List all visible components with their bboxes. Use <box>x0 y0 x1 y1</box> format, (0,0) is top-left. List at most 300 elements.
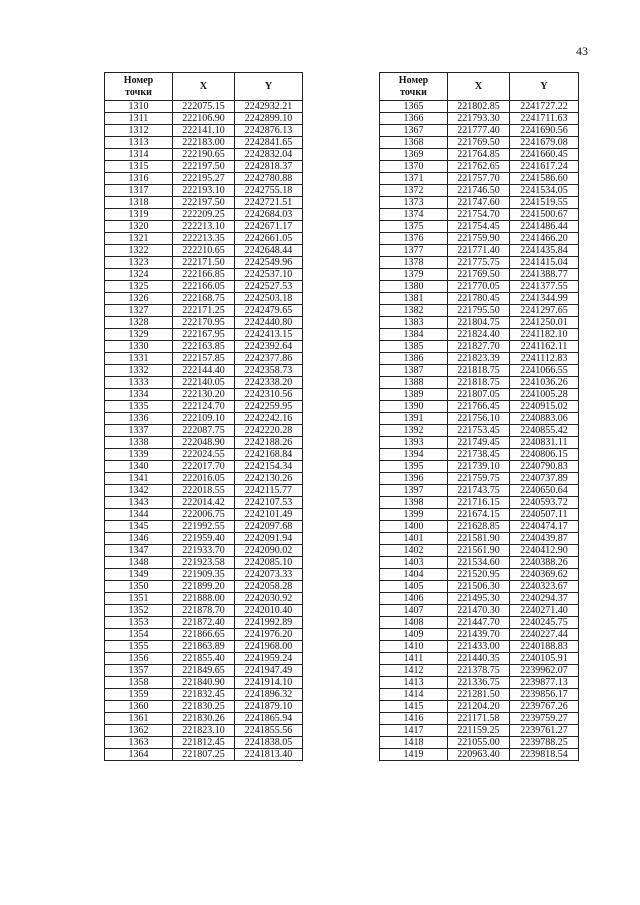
x-cell: 221628.85 <box>448 521 510 533</box>
table-row <box>105 437 303 449</box>
x-cell: 221795.50 <box>448 305 510 317</box>
y-cell: 2241813.40 <box>235 749 303 761</box>
x-cell: 221204.20 <box>448 701 510 713</box>
y-cell: 2242932.21 <box>235 101 303 113</box>
y-cell: 2240412.90 <box>510 545 579 557</box>
y-cell: 2241711.63 <box>510 113 579 125</box>
table-row <box>105 161 303 173</box>
point-number-cell: 1390 <box>380 401 448 413</box>
x-cell: 221769.50 <box>448 269 510 281</box>
table-row <box>380 521 579 533</box>
x-cell: 222163.85 <box>173 341 235 353</box>
y-cell: 2241466.20 <box>510 233 579 245</box>
y-cell: 2242058.28 <box>235 581 303 593</box>
table-row <box>105 737 303 749</box>
point-number-cell: 1320 <box>105 221 173 233</box>
point-number-cell: 1326 <box>105 293 173 305</box>
point-number-cell: 1329 <box>105 329 173 341</box>
table-row <box>380 485 579 497</box>
table-row <box>380 641 579 653</box>
y-cell: 2241586.60 <box>510 173 579 185</box>
point-number-cell: 1411 <box>380 653 448 665</box>
x-cell: 221470.30 <box>448 605 510 617</box>
table-row <box>380 701 579 713</box>
table-row <box>380 677 579 689</box>
y-cell: 2239761.27 <box>510 725 579 737</box>
x-cell: 222197.50 <box>173 161 235 173</box>
y-cell: 2241976.20 <box>235 629 303 641</box>
x-cell: 221840.90 <box>173 677 235 689</box>
x-cell: 221746.50 <box>448 185 510 197</box>
point-number-cell: 1330 <box>105 341 173 353</box>
x-cell: 222213.10 <box>173 221 235 233</box>
point-number-cell: 1393 <box>380 437 448 449</box>
table-row <box>105 569 303 581</box>
table-row <box>105 401 303 413</box>
point-number-cell: 1352 <box>105 605 173 617</box>
point-number-cell: 1310 <box>105 101 173 113</box>
x-cell: 222171.25 <box>173 305 235 317</box>
table-row <box>380 749 579 761</box>
point-number-cell: 1367 <box>380 125 448 137</box>
x-cell: 222024.55 <box>173 449 235 461</box>
point-number-cell: 1404 <box>380 569 448 581</box>
table-row <box>380 533 579 545</box>
point-number-cell: 1382 <box>380 305 448 317</box>
point-number-cell: 1394 <box>380 449 448 461</box>
point-number-cell: 1319 <box>105 209 173 221</box>
x-cell: 222170.95 <box>173 317 235 329</box>
table-row <box>380 245 579 257</box>
x-cell: 222209.25 <box>173 209 235 221</box>
point-number-cell: 1383 <box>380 317 448 329</box>
table-row <box>105 653 303 665</box>
table-row <box>380 581 579 593</box>
y-cell: 2242073.33 <box>235 569 303 581</box>
point-number-cell: 1345 <box>105 521 173 533</box>
x-cell: 221899.20 <box>173 581 235 593</box>
table-row <box>105 233 303 245</box>
point-number-cell: 1335 <box>105 401 173 413</box>
point-number-header-line2: точки <box>125 86 152 98</box>
x-cell: 222166.85 <box>173 269 235 281</box>
point-number-cell: 1372 <box>380 185 448 197</box>
table-row <box>380 461 579 473</box>
point-number-cell: 1416 <box>380 713 448 725</box>
y-cell: 2241297.65 <box>510 305 579 317</box>
table-row <box>105 461 303 473</box>
table-row <box>105 281 303 293</box>
y-cell: 2240105.91 <box>510 653 579 665</box>
x-cell: 221855.40 <box>173 653 235 665</box>
y-cell: 2239962.07 <box>510 665 579 677</box>
point-number-cell: 1407 <box>380 605 448 617</box>
point-number-cell: 1384 <box>380 329 448 341</box>
table-row <box>105 389 303 401</box>
point-number-cell: 1313 <box>105 137 173 149</box>
point-number-cell: 1340 <box>105 461 173 473</box>
y-cell: 2241377.55 <box>510 281 579 293</box>
y-cell: 2241992.89 <box>235 617 303 629</box>
y-cell: 2242755.18 <box>235 185 303 197</box>
table-row <box>380 269 579 281</box>
table-row <box>105 665 303 677</box>
table-row <box>105 353 303 365</box>
point-number-cell: 1366 <box>380 113 448 125</box>
x-cell: 221777.40 <box>448 125 510 137</box>
point-number-header-line1: Номер <box>398 74 429 86</box>
point-number-cell: 1327 <box>105 305 173 317</box>
table-row <box>105 377 303 389</box>
table-row <box>105 149 303 161</box>
x-cell: 221866.65 <box>173 629 235 641</box>
x-cell: 221992.55 <box>173 521 235 533</box>
table-row <box>105 629 303 641</box>
x-cell: 221439.70 <box>448 629 510 641</box>
point-number-cell: 1346 <box>105 533 173 545</box>
point-number-cell: 1400 <box>380 521 448 533</box>
y-cell: 2242780.88 <box>235 173 303 185</box>
y-cell: 2240593.72 <box>510 497 579 509</box>
table-row <box>105 365 303 377</box>
y-header: Y <box>235 73 303 101</box>
point-number-cell: 1381 <box>380 293 448 305</box>
y-cell: 2242377.86 <box>235 353 303 365</box>
y-cell: 2242721.51 <box>235 197 303 209</box>
x-cell: 221780.45 <box>448 293 510 305</box>
x-cell: 221824.40 <box>448 329 510 341</box>
table-row <box>380 425 579 437</box>
x-cell: 221336.75 <box>448 677 510 689</box>
y-cell: 2241005.28 <box>510 389 579 401</box>
y-cell: 2241879.10 <box>235 701 303 713</box>
page-number: 43 <box>576 44 588 58</box>
point-number-cell: 1413 <box>380 677 448 689</box>
point-number-cell: 1408 <box>380 617 448 629</box>
y-cell: 2240507.11 <box>510 509 579 521</box>
point-number-cell: 1359 <box>105 689 173 701</box>
table-row <box>380 605 579 617</box>
x-cell: 222167.95 <box>173 329 235 341</box>
table-row <box>380 725 579 737</box>
x-cell: 222195.27 <box>173 173 235 185</box>
table-body-left <box>105 101 303 761</box>
table-row <box>380 185 579 197</box>
x-cell: 221804.75 <box>448 317 510 329</box>
x-cell: 221872.40 <box>173 617 235 629</box>
table-row <box>105 713 303 725</box>
y-cell: 2242876.13 <box>235 125 303 137</box>
y-cell: 2242168.84 <box>235 449 303 461</box>
y-cell: 2242115.77 <box>235 485 303 497</box>
table-row <box>105 245 303 257</box>
point-number-cell: 1361 <box>105 713 173 725</box>
x-cell: 222141.10 <box>173 125 235 137</box>
point-number-cell: 1399 <box>380 509 448 521</box>
x-cell: 221802.85 <box>448 101 510 113</box>
point-number-cell: 1317 <box>105 185 173 197</box>
table-row <box>380 161 579 173</box>
x-cell: 222048.90 <box>173 437 235 449</box>
point-number-cell: 1331 <box>105 353 173 365</box>
point-number-cell: 1410 <box>380 641 448 653</box>
x-cell: 221171.58 <box>448 713 510 725</box>
table-row <box>380 125 579 137</box>
table-row <box>380 653 579 665</box>
point-number-cell: 1354 <box>105 629 173 641</box>
point-number-cell: 1419 <box>380 749 448 761</box>
y-cell: 2242537.10 <box>235 269 303 281</box>
table-row <box>380 209 579 221</box>
y-cell: 2242107.53 <box>235 497 303 509</box>
x-cell: 221495.30 <box>448 593 510 605</box>
y-cell: 2240388.26 <box>510 557 579 569</box>
point-number-cell: 1380 <box>380 281 448 293</box>
x-cell: 222087.75 <box>173 425 235 437</box>
point-number-cell: 1314 <box>105 149 173 161</box>
point-number-cell: 1328 <box>105 317 173 329</box>
point-number-cell: 1323 <box>105 257 173 269</box>
x-cell: 221770.05 <box>448 281 510 293</box>
table-row <box>105 329 303 341</box>
table-row <box>380 437 579 449</box>
point-number-cell: 1409 <box>380 629 448 641</box>
table-row <box>380 713 579 725</box>
table-row <box>380 221 579 233</box>
point-number-cell: 1412 <box>380 665 448 677</box>
x-cell: 221743.75 <box>448 485 510 497</box>
point-number-cell: 1353 <box>105 617 173 629</box>
y-cell: 2240831.11 <box>510 437 579 449</box>
x-cell: 222130.20 <box>173 389 235 401</box>
y-cell: 2242101.49 <box>235 509 303 521</box>
point-number-header-line2: точки <box>400 86 427 98</box>
table-row <box>105 257 303 269</box>
y-cell: 2241959.24 <box>235 653 303 665</box>
point-number-cell: 1402 <box>380 545 448 557</box>
point-number-cell: 1378 <box>380 257 448 269</box>
table-row <box>380 101 579 113</box>
x-cell: 222190.65 <box>173 149 235 161</box>
x-cell: 222124.70 <box>173 401 235 413</box>
x-cell: 222109.10 <box>173 413 235 425</box>
point-number-cell: 1373 <box>380 197 448 209</box>
table-row <box>380 317 579 329</box>
y-cell: 2241534.05 <box>510 185 579 197</box>
point-number-cell: 1370 <box>380 161 448 173</box>
y-cell: 2241914.10 <box>235 677 303 689</box>
table-header-row <box>380 73 579 101</box>
point-number-cell: 1343 <box>105 497 173 509</box>
x-cell: 221674.15 <box>448 509 510 521</box>
y-cell: 2240855.42 <box>510 425 579 437</box>
x-cell: 221754.45 <box>448 221 510 233</box>
x-cell: 222140.05 <box>173 377 235 389</box>
table-row <box>105 617 303 629</box>
x-cell: 221055.00 <box>448 737 510 749</box>
y-cell: 2241690.56 <box>510 125 579 137</box>
point-number-cell: 1375 <box>380 221 448 233</box>
y-cell: 2241947.49 <box>235 665 303 677</box>
y-cell: 2242818.37 <box>235 161 303 173</box>
y-cell: 2240323.67 <box>510 581 579 593</box>
table-row <box>105 293 303 305</box>
x-cell: 221561.90 <box>448 545 510 557</box>
point-number-cell: 1332 <box>105 365 173 377</box>
x-cell: 221759.75 <box>448 473 510 485</box>
x-cell: 221823.39 <box>448 353 510 365</box>
y-cell: 2242440.80 <box>235 317 303 329</box>
point-number-cell: 1355 <box>105 641 173 653</box>
table-row <box>380 305 579 317</box>
x-cell: 221738.45 <box>448 449 510 461</box>
x-cell: 221764.85 <box>448 149 510 161</box>
x-cell: 221878.70 <box>173 605 235 617</box>
point-number-cell: 1321 <box>105 233 173 245</box>
x-cell: 220963.40 <box>448 749 510 761</box>
x-cell: 221506.30 <box>448 581 510 593</box>
x-cell: 221753.45 <box>448 425 510 437</box>
point-number-cell: 1334 <box>105 389 173 401</box>
point-number-cell: 1386 <box>380 353 448 365</box>
y-cell: 2240369.62 <box>510 569 579 581</box>
point-number-header <box>380 73 448 101</box>
table-row <box>380 509 579 521</box>
point-number-cell: 1333 <box>105 377 173 389</box>
y-header: Y <box>510 73 579 101</box>
point-number-cell: 1376 <box>380 233 448 245</box>
table-row <box>105 557 303 569</box>
y-cell: 2239877.13 <box>510 677 579 689</box>
table-row <box>105 113 303 125</box>
point-number-cell: 1322 <box>105 245 173 257</box>
x-cell: 221440.35 <box>448 653 510 665</box>
coordinates-table-right <box>379 72 579 761</box>
point-number-cell: 1365 <box>380 101 448 113</box>
y-cell: 2242130.26 <box>235 473 303 485</box>
y-cell: 2240790.83 <box>510 461 579 473</box>
y-cell: 2241865.94 <box>235 713 303 725</box>
y-cell: 2241617.24 <box>510 161 579 173</box>
table-row <box>105 137 303 149</box>
y-cell: 2241162.11 <box>510 341 579 353</box>
y-cell: 2242090.02 <box>235 545 303 557</box>
table-row <box>380 689 579 701</box>
y-cell: 2242030.92 <box>235 593 303 605</box>
table-row <box>105 305 303 317</box>
x-cell: 222166.05 <box>173 281 235 293</box>
x-cell: 221832.45 <box>173 689 235 701</box>
y-cell: 2242242.16 <box>235 413 303 425</box>
y-cell: 2239856.17 <box>510 689 579 701</box>
table-row <box>380 617 579 629</box>
y-cell: 2239767.26 <box>510 701 579 713</box>
point-number-cell: 1389 <box>380 389 448 401</box>
y-cell: 2241500.67 <box>510 209 579 221</box>
y-cell: 2242188.26 <box>235 437 303 449</box>
table-row <box>105 185 303 197</box>
x-cell: 221818.75 <box>448 377 510 389</box>
y-cell: 2241727.22 <box>510 101 579 113</box>
x-cell: 221812.45 <box>173 737 235 749</box>
y-cell: 2241486.44 <box>510 221 579 233</box>
x-cell: 221520.95 <box>448 569 510 581</box>
table-body-right <box>380 101 579 761</box>
x-cell: 221827.70 <box>448 341 510 353</box>
y-cell: 2242899.10 <box>235 113 303 125</box>
x-cell: 221739.10 <box>448 461 510 473</box>
y-cell: 2241519.55 <box>510 197 579 209</box>
y-cell: 2242392.64 <box>235 341 303 353</box>
table-row <box>380 113 579 125</box>
x-cell: 222168.75 <box>173 293 235 305</box>
table-row <box>380 341 579 353</box>
point-number-cell: 1403 <box>380 557 448 569</box>
y-cell: 2242338.20 <box>235 377 303 389</box>
table-row <box>380 173 579 185</box>
table-row <box>380 665 579 677</box>
y-cell: 2239818.54 <box>510 749 579 761</box>
table-row <box>380 389 579 401</box>
table-row <box>380 281 579 293</box>
point-number-header-line1: Номер <box>123 74 154 86</box>
point-number-cell: 1406 <box>380 593 448 605</box>
y-cell: 2242097.68 <box>235 521 303 533</box>
table-row <box>105 413 303 425</box>
table-row <box>380 629 579 641</box>
y-cell: 2242085.10 <box>235 557 303 569</box>
point-number-cell: 1336 <box>105 413 173 425</box>
point-number-cell: 1342 <box>105 485 173 497</box>
point-number-cell: 1391 <box>380 413 448 425</box>
table-header-row <box>105 73 303 101</box>
x-cell: 221159.25 <box>448 725 510 737</box>
x-cell: 221775.75 <box>448 257 510 269</box>
y-cell: 2240806.15 <box>510 449 579 461</box>
x-cell: 221534.60 <box>448 557 510 569</box>
x-cell: 221807.05 <box>448 389 510 401</box>
table-row <box>105 269 303 281</box>
table-row <box>105 473 303 485</box>
table-row <box>105 725 303 737</box>
x-cell: 221281.50 <box>448 689 510 701</box>
y-cell: 2242503.18 <box>235 293 303 305</box>
y-cell: 2240883.06 <box>510 413 579 425</box>
y-cell: 2240245.75 <box>510 617 579 629</box>
x-cell: 221830.25 <box>173 701 235 713</box>
point-number-cell: 1392 <box>380 425 448 437</box>
y-cell: 2242358.73 <box>235 365 303 377</box>
table-row <box>105 533 303 545</box>
x-cell: 221818.75 <box>448 365 510 377</box>
y-cell: 2242479.65 <box>235 305 303 317</box>
y-cell: 2242671.17 <box>235 221 303 233</box>
point-number-cell: 1388 <box>380 377 448 389</box>
table-row <box>380 233 579 245</box>
table-row <box>380 377 579 389</box>
y-cell: 2239788.25 <box>510 737 579 749</box>
y-cell: 2241112.83 <box>510 353 579 365</box>
y-cell: 2240294.37 <box>510 593 579 605</box>
x-cell: 221747.60 <box>448 197 510 209</box>
table-row <box>380 401 579 413</box>
point-number-cell: 1363 <box>105 737 173 749</box>
y-cell: 2241896.32 <box>235 689 303 701</box>
y-cell: 2242154.34 <box>235 461 303 473</box>
y-cell: 2240271.40 <box>510 605 579 617</box>
x-cell: 221933.70 <box>173 545 235 557</box>
y-cell: 2241388.77 <box>510 269 579 281</box>
